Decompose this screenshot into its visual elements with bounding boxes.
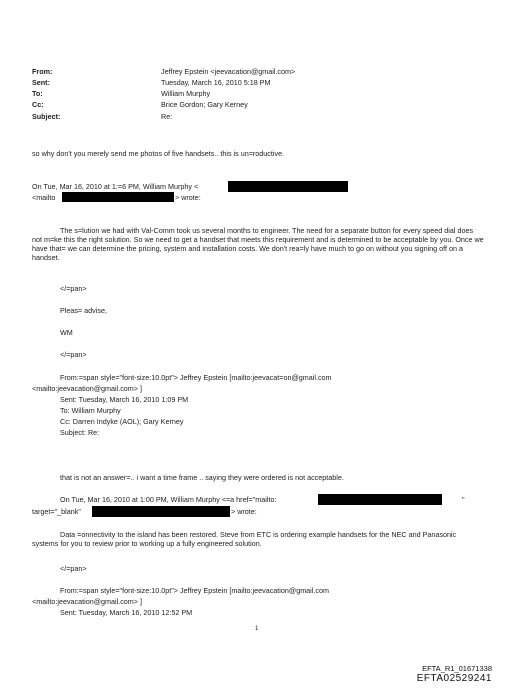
- to-label: To:: [32, 89, 43, 98]
- redaction-bar: [62, 192, 174, 202]
- redaction-bar: [228, 181, 348, 192]
- to2: To: William Murphy: [60, 406, 121, 415]
- page-number: 1: [255, 626, 259, 632]
- quote2-line-1a: On Tue, Mar 16, 2010 at 1:00 PM, William Murphy <=a href="mailto:: [60, 495, 277, 504]
- sent3: Sent: Tuesday, March 16, 2010 12:52 PM: [60, 608, 193, 617]
- cc-label: Cc:: [32, 100, 44, 109]
- subject-label: Subject:: [32, 112, 61, 121]
- pan-tag-1: </=pan>: [60, 284, 87, 293]
- pan-tag-2: </=pan>: [60, 350, 87, 359]
- from3-line-1: From:=span style="font-size:10.0pt"> Jeffrey Epstein [mailto:jeevacation@gmail.com: [60, 586, 329, 595]
- bates-number-secondary: EFTA02529241: [416, 673, 492, 684]
- please-advise: Pleas= advise,: [60, 306, 107, 315]
- from-label: From:: [32, 67, 53, 76]
- paragraph-1: The s=lution we had with Val-Comm took us several months to engineer. The need for a separate button for every speed dial does not m=ke this the right solution. So we need to get a handset that meets this requirement and is determined to be acceptable by you. Once we have that= we can determine the pricing, system and installation costs. We don't rea=ly have much to go on without you signing off on a handset.: [32, 226, 484, 262]
- from2-line-1: From:=span style="font-size:10.0pt"> Jeffrey Epstein [mailto:jeevacat=on@gmail.com: [60, 373, 332, 382]
- cc-value: Brice Gordon; Gary Kerney: [161, 100, 248, 109]
- sent2: Sent: Tuesday, March 16, 2010 1:09 PM: [60, 395, 189, 404]
- bates-number-primary: EFTA_R1_01671338: [422, 664, 492, 673]
- answer-line: that is not an answer=.. i want a time frame .. saying they were ordered is not acceptable.: [60, 473, 344, 482]
- quote2-line-2b: > wrote:: [231, 507, 257, 516]
- quote2-line-1b: ": [462, 495, 465, 504]
- subject2: Subject: Re:: [60, 428, 100, 437]
- cc2: Cc: Darren Indyke (AOL); Gary Kerney: [60, 417, 184, 426]
- pan-tag-3: </=pan>: [60, 564, 87, 573]
- subject-value: Re:: [161, 112, 173, 121]
- from3-line-2: <mailto:jeevacation@gmail.com> ]: [32, 597, 142, 606]
- quote1-line-2a: <mailto: [32, 193, 56, 202]
- body-line-1: so why don't you merely send me photos of five handsets.. this is un=roductive.: [32, 149, 285, 158]
- paragraph-2: Data =onnectivity to the island has been restored. Steve from ETC is ordering example handsets for the NEC and Panasonic systems for you to review prior to working up a fully engineered solution.: [32, 530, 457, 548]
- redaction-bar: [318, 494, 442, 505]
- quote2-line-2a: target="_blank": [32, 507, 81, 516]
- sent-label: Sent:: [32, 78, 50, 87]
- from2-line-2: <mailto:jeevacation@gmail.com> ]: [32, 384, 142, 393]
- quote1-line-1: On Tue, Mar 16, 2010 at 1:=6 PM, William Murphy <: [32, 182, 199, 191]
- sent-value: Tuesday, March 16, 2010 5:18 PM: [161, 78, 271, 87]
- redaction-bar: [92, 506, 230, 517]
- quote1-line-2b: > wrote:: [175, 193, 201, 202]
- signature-wm: WM: [60, 328, 73, 337]
- from-value: Jeffrey Epstein <jeevacation@gmail.com>: [161, 67, 296, 76]
- to-value: William Murphy: [161, 89, 211, 98]
